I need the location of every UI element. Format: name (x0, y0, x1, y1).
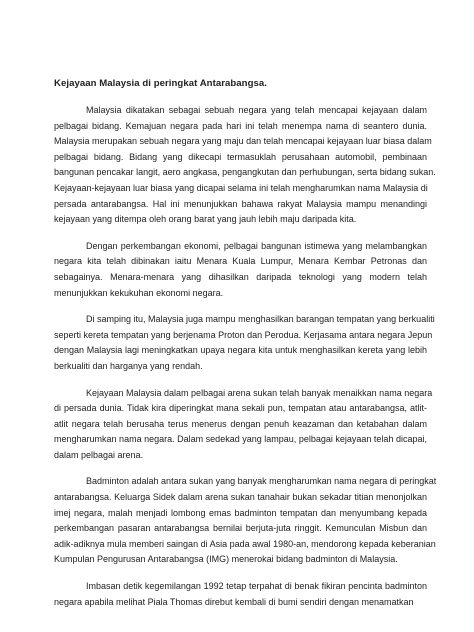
paragraph (54, 239, 427, 301)
paragraph-line: kejayaan yang ditempa oleh orang barat yang jauh lebih maju daripada kita. (54, 214, 357, 225)
paragraph-line: persada antarabangsa. Hal ini menunjukkan bahawa rakyat Malaysia mampu menandingi (54, 198, 427, 209)
paragraph-line: Dengan perkembangan ekonomi, pelbagai bangunan istimewa yang melambangkan (86, 240, 427, 251)
paragraph-line: negara apabila melihat Piala Thomas direbut kembali di bumi sendiri dengan menamatkan (54, 596, 414, 607)
paragraph-line: di persada dunia. Tidak kira diperingkat mana sekali pun, tempatan atau antarabangsa, atlit- (54, 403, 427, 414)
paragraph-line: Kejayaan Malaysia dalam pelbagai arena sukan telah banyak menaikkan nama negara (86, 387, 433, 398)
paragraph-line: atlit negara telah berusaha terus menerus dengan penuh keazaman dan ketabahan dalam (54, 418, 427, 429)
paragraph (54, 386, 433, 464)
paragraph-line: Badminton adalah antara sukan yang banyak mengharumkan nama negara di peringkat (86, 476, 437, 487)
paragraph-line: berkualiti dan harganya yang rendah. (54, 360, 203, 371)
document-title: Kejayaan Malaysia di peringkat Antarabangsa. (54, 78, 267, 89)
paragraph (54, 579, 427, 610)
paragraph-line: Kejayaan-kejayaan luar biasa yang dicapai selama ini telah mengharumkan nama Malaysia di (54, 182, 428, 193)
paragraph-line: mengharumkan nama negara. Dalam sedekad yang lampau, pelbagai kejayaan telah dicapai, (54, 434, 427, 445)
paragraph (54, 103, 436, 228)
paragraph-line: pelbagai bidang. Kemajuan negara pada hari ini telah menempa nama di seantero dunia. (54, 120, 427, 131)
document-body (54, 103, 437, 610)
paragraph-line: Kumpulan Pengurusan Antarabangsa (IMG) menerokai bidang badminton di Malaysia. (54, 554, 398, 565)
paragraph-line: sebagainya. Menara-menara yang dihasilkan daripada teknologi yang modern telah (54, 271, 427, 282)
paragraph (54, 474, 437, 568)
paragraph-line: Malaysia merupakan sebuah negara yang maju dan telah mencapai kejayaan luar biasa dalam (54, 136, 432, 147)
paragraph-line: Di samping itu, Malaysia juga mampu menghasilkan barangan tempatan yang berkualiti (86, 314, 435, 325)
paragraph (54, 312, 435, 374)
paragraph-line: pelbagai bidang. Bidang yang dikecapi termasuklah perusahaan automobil, pembinaan (54, 151, 427, 162)
paragraph-line: adik-adiknya mula memberi saingan di Asia pada awal 1980-an, mendorong kepada keberanian (54, 538, 436, 549)
paragraph-line: Imbasan detik kegemilangan 1992 tetap terpahat di benak fikiran pencinta badminton (86, 581, 427, 592)
paragraph-line: Malaysia dikatakan sebagai sebuah negara yang telah mencapai kejayaan dalam (86, 105, 427, 115)
paragraph-line: dengan Malaysia lagi meningkatkan upaya negara kita untuk menghasilkan kereta yang lebih (54, 345, 427, 356)
paragraph-line: negara kita telah dibinakan iaitu Menara Kuala Lumpur, Menara Kembar Petronas dan (54, 256, 427, 267)
paragraph-line: bangunan pencakar langit, aero angkasa, pengangkutan dan perhubungan, serta bidang sukan. (54, 167, 436, 178)
paragraph-line: perkembangan pasaran antarabangsa bernilai berjuta-juta ringgit. Kemunculan Misbun dan (54, 523, 427, 534)
paragraph-line: dalam pelbagai arena. (54, 449, 144, 460)
paragraph-line: seperti kereta tempatan yang berjenama Proton dan Perodua. Kerjasama antara negara Jepun (54, 329, 433, 340)
paragraph-line: imej negara, malah menjadi lombong emas badminton tempatan dan menyumbang kepada (54, 507, 427, 518)
paragraph-line: antarabangsa. Keluarga Sidek dalam arena sukan tanahair bukan sekadar titian menonjolkan (54, 492, 427, 503)
paragraph-line: menunjukkan kekukuhan ekonomi negara. (54, 287, 224, 298)
